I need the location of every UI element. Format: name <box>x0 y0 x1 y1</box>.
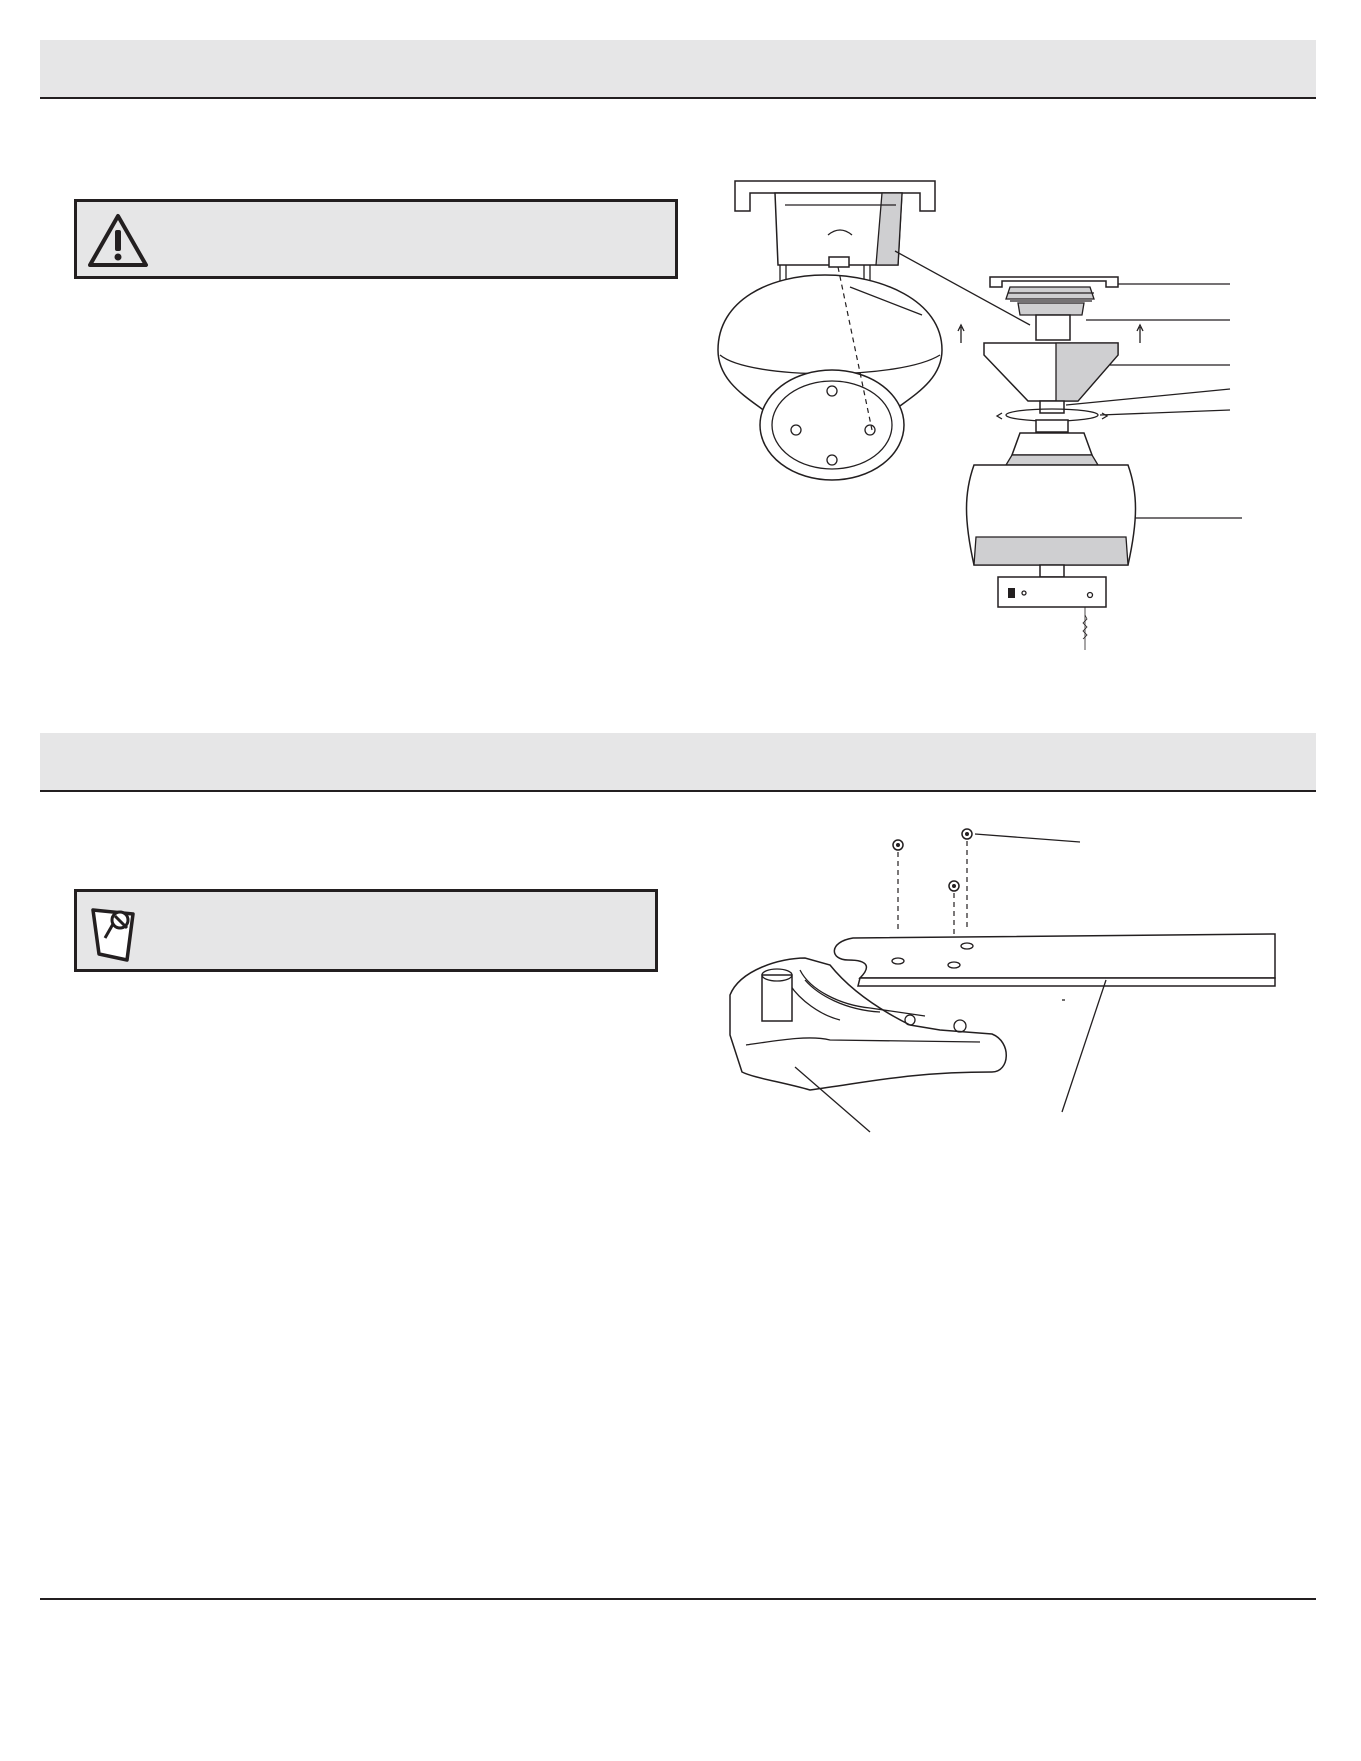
figure-canopy-assembly <box>710 175 1250 665</box>
mounting-bracket-left <box>735 181 935 283</box>
fan-blade <box>834 934 1275 986</box>
warning-callout <box>74 199 678 279</box>
note-callout <box>74 889 658 972</box>
exploded-motor-stack <box>958 277 1143 650</box>
warning-triangle-icon <box>87 213 149 269</box>
leader-line-blade-long <box>1062 980 1106 1112</box>
blade-screws <box>893 829 1080 945</box>
section-header-band-2 <box>40 733 1316 792</box>
canopy-dome <box>718 275 942 480</box>
section-header-band-1 <box>40 40 1316 99</box>
note-pushpin-icon <box>87 900 145 964</box>
footer-rule <box>40 1598 1316 1600</box>
figure-blade-attachment <box>710 820 1285 1140</box>
